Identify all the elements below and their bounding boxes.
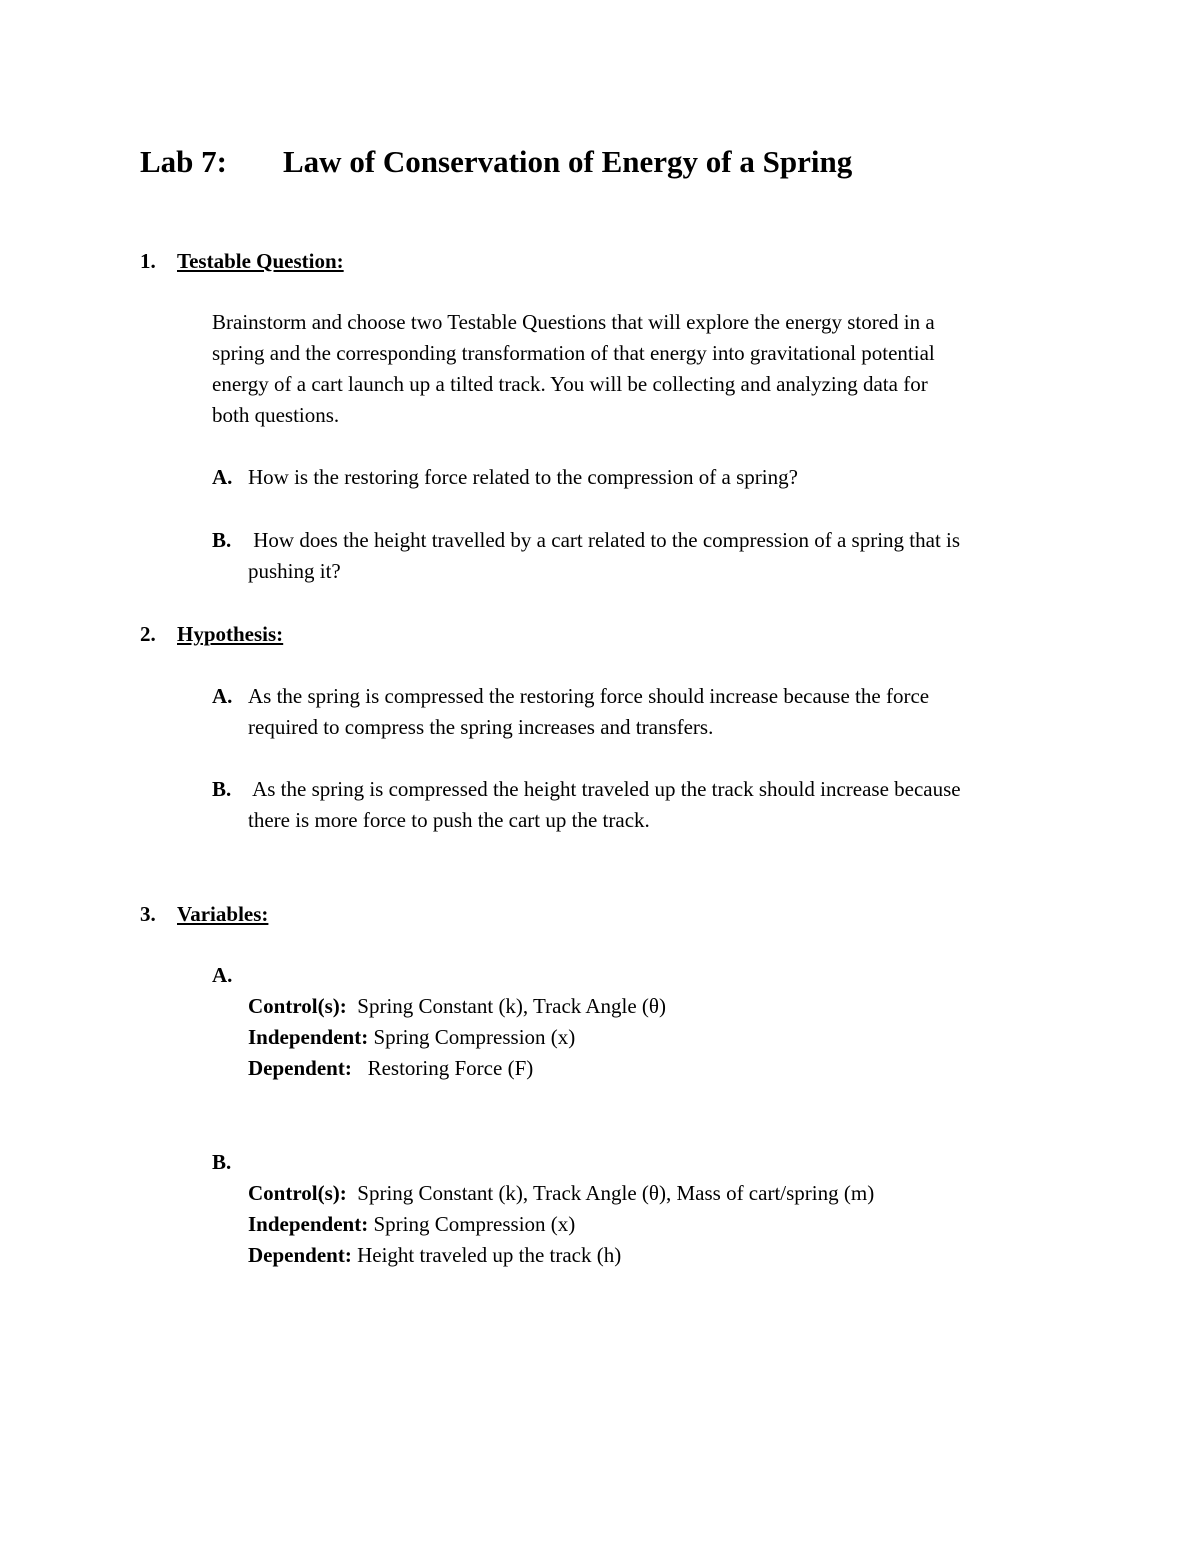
variables-b-control-row	[248, 1178, 874, 1209]
variables-a-control-row	[248, 991, 666, 1022]
title-number: Lab 7:	[140, 144, 227, 179]
hypothesis-b-text-line-2: there is more force to push the cart up the track.	[248, 808, 650, 832]
independent-label: Independent:	[248, 1025, 369, 1049]
control-label: Control(s):	[248, 1181, 347, 1205]
variables-a-independent-row	[248, 1022, 575, 1053]
section-3-number: 3.	[140, 902, 156, 926]
dependent-value: Restoring Force (F)	[351, 1056, 534, 1080]
question-a-text: How is the restoring force related to the compression of a spring?	[248, 465, 798, 489]
section-1-intro-line: energy of a cart launch up a tilted track. You will be collecting and analyzing data for	[212, 372, 928, 396]
section-1-number: 1.	[140, 249, 156, 273]
variables-a-letter: A.	[212, 963, 233, 987]
control-value: Spring Constant (k), Track Angle (θ), Mass of cart/spring (m)	[346, 1181, 875, 1205]
variables-b-dependent-row	[248, 1240, 621, 1271]
dependent-label: Dependent:	[248, 1056, 352, 1080]
independent-value: Spring Compression (x)	[368, 1025, 576, 1049]
independent-label: Independent:	[248, 1212, 369, 1236]
hypothesis-a-letter: A.	[212, 684, 233, 708]
variables-a-dependent-row	[248, 1053, 533, 1084]
hypothesis-b-letter: B.	[212, 777, 232, 801]
section-3-heading: Variables:	[177, 902, 269, 926]
control-value: Spring Constant (k), Track Angle (θ)	[346, 994, 666, 1018]
section-2-number: 2.	[140, 622, 156, 646]
dependent-value: Height traveled up the track (h)	[351, 1243, 622, 1267]
section-2-heading: Hypothesis:	[177, 622, 284, 646]
section-1-heading: Testable Question:	[177, 249, 344, 273]
variables-b-letter: B.	[212, 1150, 232, 1174]
section-1-intro-line: Brainstorm and choose two Testable Questions that will explore the energy stored in a	[212, 310, 935, 334]
section-1-intro-line: spring and the corresponding transformation of that energy into gravitational potential	[212, 341, 935, 365]
question-b-text: How does the height travelled by a cart related to the compression of a spring that is	[248, 528, 961, 552]
dependent-label: Dependent:	[248, 1243, 352, 1267]
independent-value: Spring Compression (x)	[368, 1212, 576, 1236]
hypothesis-a-text-line-2: required to compress the spring increases and transfers.	[248, 715, 714, 739]
section-1-intro-line: both questions.	[212, 403, 340, 427]
page-title: Law of Conservation of Energy of a Spring	[283, 144, 853, 179]
hypothesis-b-text: As the spring is compressed the height traveled up the track should increase because	[248, 777, 961, 801]
variables-b-independent-row	[248, 1209, 575, 1240]
control-label: Control(s):	[248, 994, 347, 1018]
question-a-letter: A.	[212, 465, 233, 489]
question-b-text-line-2: pushing it?	[248, 559, 341, 583]
hypothesis-a-text: As the spring is compressed the restoring force should increase because the force	[248, 684, 930, 708]
question-b-letter: B.	[212, 528, 232, 552]
